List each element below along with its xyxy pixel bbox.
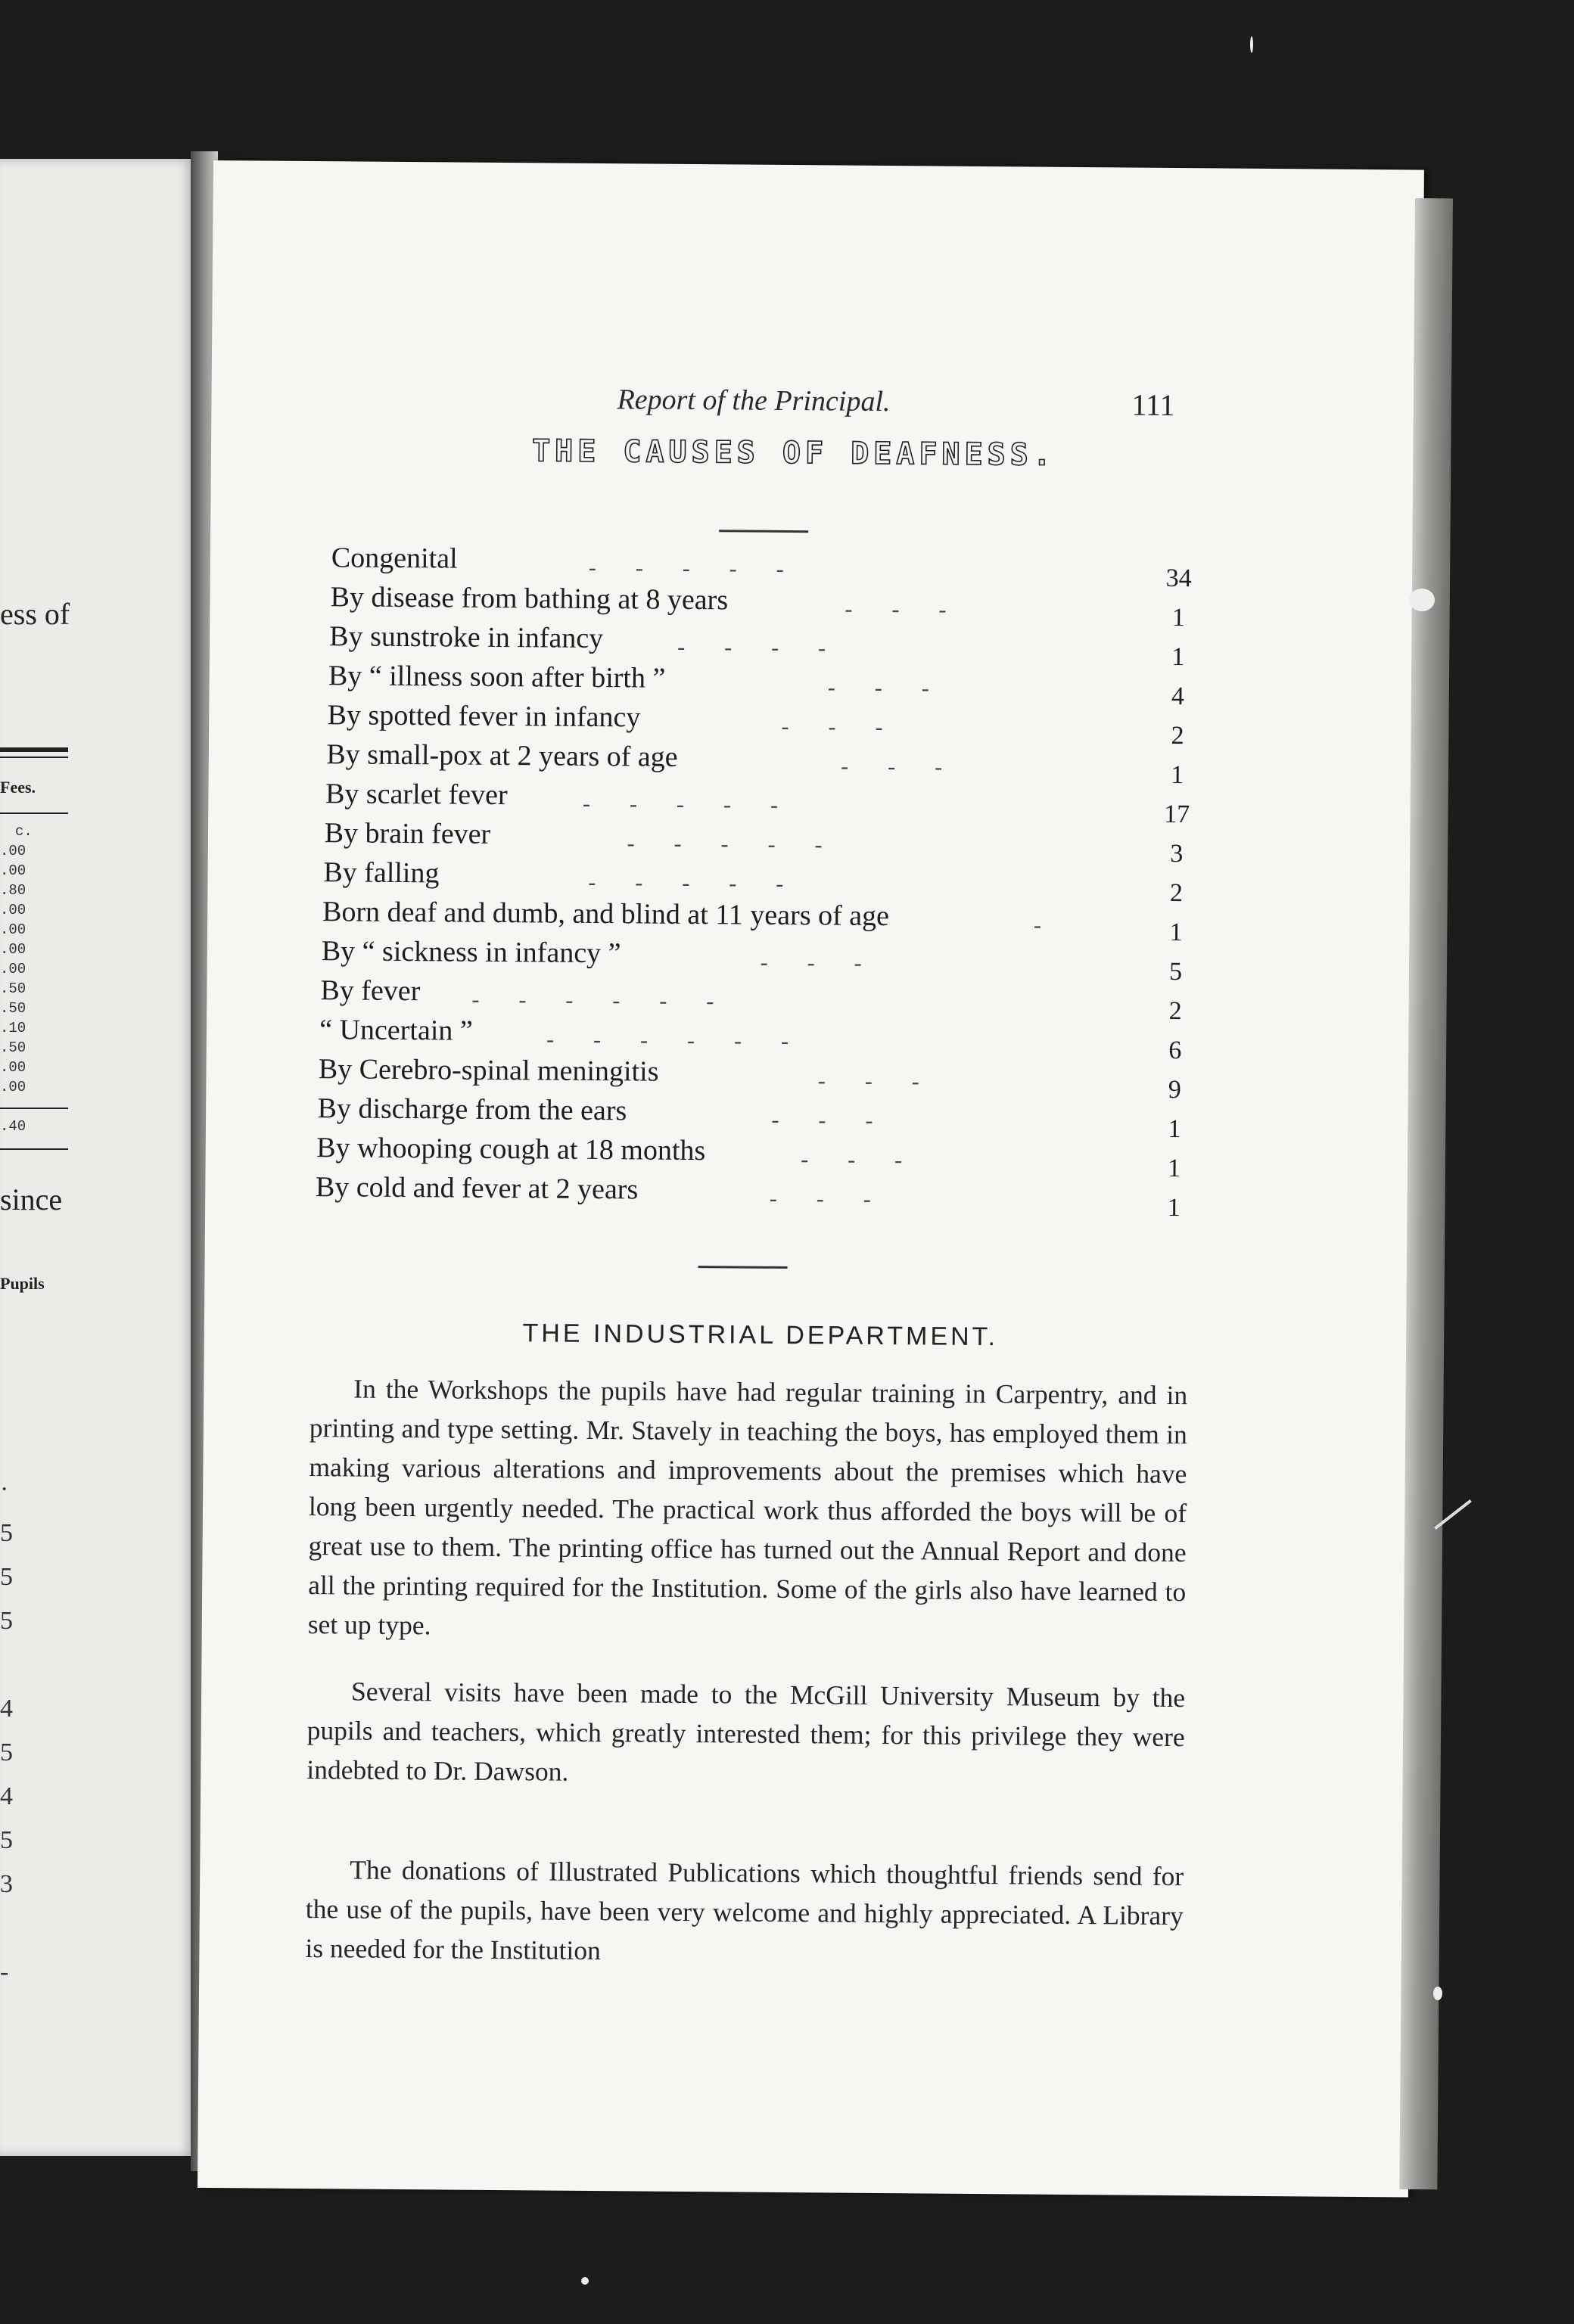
left-page-value: .50 bbox=[0, 980, 26, 997]
left-page-rule bbox=[0, 747, 68, 752]
film-speck bbox=[1409, 589, 1435, 611]
cause-row bbox=[316, 1131, 1197, 1183]
left-page-value: .00 bbox=[0, 843, 26, 859]
cause-row bbox=[320, 974, 1198, 1026]
cause-count: 34 bbox=[1165, 564, 1192, 593]
cause-count: 17 bbox=[1164, 800, 1190, 829]
cause-row bbox=[325, 777, 1200, 829]
cause-row bbox=[331, 541, 1202, 593]
cause-label: By disease from bathing at 8 years bbox=[330, 581, 729, 617]
divider-rule bbox=[719, 530, 808, 533]
leader-dots: --- bbox=[769, 1185, 910, 1213]
running-head: Report of the Principal. bbox=[617, 384, 891, 418]
left-page-text-fragment: since bbox=[0, 1182, 63, 1216]
leader-dots: --- bbox=[817, 1068, 959, 1095]
cause-label: By “ sickness in infancy ” bbox=[321, 935, 621, 970]
cause-count: 6 bbox=[1168, 1036, 1182, 1065]
cause-row bbox=[326, 738, 1200, 790]
cause-label: By cold and fever at 2 years bbox=[315, 1171, 639, 1206]
leader-dots: --- bbox=[781, 713, 922, 741]
section-heading: THE INDUSTRIAL DEPARTMENT. bbox=[522, 1319, 999, 1352]
cause-label: By small-pox at 2 years of age bbox=[326, 738, 678, 773]
leader-dots: ----- bbox=[588, 555, 823, 583]
left-page-value: .00 bbox=[0, 862, 26, 879]
cause-row bbox=[324, 816, 1199, 868]
page-title: THE CAUSES OF DEAFNESS. bbox=[531, 433, 1056, 473]
left-page-column-header: Fees. bbox=[0, 778, 36, 797]
cause-label: By brain fever bbox=[324, 817, 491, 850]
page-number: 111 bbox=[1131, 387, 1175, 422]
cause-row bbox=[315, 1170, 1197, 1223]
cause-row bbox=[328, 659, 1201, 711]
book-page bbox=[198, 160, 1424, 2197]
cause-count: 3 bbox=[1170, 839, 1184, 868]
causes-table bbox=[315, 541, 1202, 1223]
cause-row bbox=[327, 698, 1200, 750]
paragraph: In the Workshops the pupils have had regular training in Carpentry, and in printing and type setting. Mr. Stavely in teaching the boys, has employed them in making various alterations and improvements about the premises which have long been urgently needed. The practical work thus afforded the boys will be of great use to them. The printing office has turned out the Annual Report and done all the printing required for the Institution. Some of the girls also have learned to set up type. bbox=[307, 1373, 1188, 1641]
leader-dots: ------ bbox=[471, 986, 754, 1014]
leader-dots: --- bbox=[801, 1147, 942, 1173]
left-page-currency-unit: c. bbox=[15, 823, 33, 840]
cause-row bbox=[329, 620, 1201, 672]
left-page-value: .00 bbox=[0, 1059, 26, 1076]
cause-row bbox=[321, 934, 1199, 986]
left-page-value: .10 bbox=[0, 1020, 26, 1036]
film-speck bbox=[1250, 36, 1253, 53]
cause-label: “ Uncertain ” bbox=[319, 1014, 473, 1047]
leader-dots: --- bbox=[841, 753, 982, 780]
cause-row bbox=[319, 1013, 1198, 1065]
cause-count: 9 bbox=[1168, 1075, 1182, 1105]
left-page-rule bbox=[0, 757, 68, 758]
cause-label: Born deaf and dumb, and blind at 11 years of age bbox=[322, 896, 890, 933]
left-page-total: .40 bbox=[0, 1118, 26, 1135]
leader-dots: ----- bbox=[627, 831, 862, 858]
film-speck bbox=[1433, 1987, 1442, 2000]
cause-row bbox=[322, 895, 1199, 947]
left-page-value: .50 bbox=[0, 1000, 26, 1017]
left-page-value: .00 bbox=[0, 961, 26, 977]
divider-rule bbox=[698, 1266, 788, 1269]
cause-count: 1 bbox=[1169, 918, 1183, 947]
cause-count: 2 bbox=[1168, 996, 1182, 1026]
cause-count: 1 bbox=[1167, 1193, 1180, 1223]
left-page-rule bbox=[0, 1148, 68, 1150]
cause-label: By falling bbox=[323, 856, 440, 890]
leader-dots: --- bbox=[827, 675, 969, 701]
cause-count: 2 bbox=[1171, 721, 1184, 750]
left-page-value: .80 bbox=[0, 882, 26, 899]
cause-label: By sunstroke in infancy bbox=[329, 620, 604, 655]
leader-dots: ---- bbox=[677, 634, 866, 661]
cause-label: By whooping cough at 18 months bbox=[316, 1132, 706, 1167]
leader-dots: ----- bbox=[588, 869, 823, 897]
cause-count: 1 bbox=[1171, 603, 1185, 632]
cause-label: By Cerebro-spinal meningitis bbox=[318, 1053, 659, 1088]
cause-row bbox=[330, 580, 1201, 632]
cause-label: By fever bbox=[320, 974, 421, 1008]
left-page-value: .50 bbox=[0, 1039, 26, 1056]
cause-row bbox=[323, 856, 1199, 908]
leader-dots: --- bbox=[760, 949, 901, 977]
cause-count: 1 bbox=[1171, 642, 1185, 672]
leader-dots: --- bbox=[845, 596, 986, 623]
leader-dots: ----- bbox=[582, 791, 818, 819]
cause-label: By scarlet fever bbox=[325, 778, 508, 812]
left-page-rule bbox=[0, 1108, 68, 1109]
cause-label: By spotted fever in infancy bbox=[327, 699, 641, 734]
left-page-cropped-digits: · 5 5 5 4 5 4 5 3 - bbox=[0, 1475, 13, 1986]
left-page-column-header: Pupils bbox=[0, 1274, 45, 1293]
cause-count: 1 bbox=[1167, 1154, 1181, 1183]
leader-dots: - bbox=[1033, 912, 1081, 939]
left-page-value: .00 bbox=[0, 941, 26, 958]
cause-row bbox=[318, 1052, 1198, 1105]
film-speck bbox=[581, 2277, 589, 2285]
left-page-value: .00 bbox=[0, 1079, 26, 1095]
cause-count: 1 bbox=[1171, 760, 1184, 790]
leader-dots: --- bbox=[771, 1107, 913, 1134]
cause-count: 4 bbox=[1171, 682, 1185, 711]
cause-count: 1 bbox=[1168, 1114, 1181, 1144]
paragraph: Several visits have been made to the McGill University Museum by the pupils and teachers, which greatly interested them; for this privilege they were indebted to Dr. Dawson. bbox=[306, 1676, 1186, 1787]
cause-label: By “ illness soon after birth ” bbox=[328, 660, 666, 694]
cause-count: 2 bbox=[1169, 878, 1184, 908]
paragraph: The donations of Illustrated Publications which thoughtful friends send for the use of the pupils, have been very welcome and highly appreciated. A Library is needed for the Institution bbox=[305, 1854, 1184, 1966]
left-page-fragment bbox=[0, 159, 195, 2156]
left-page-text-fragment: ess of bbox=[0, 597, 70, 631]
leader-dots: ------ bbox=[546, 1027, 829, 1055]
left-page-fees-column bbox=[0, 822, 33, 1097]
cause-row bbox=[317, 1092, 1197, 1144]
cause-count: 5 bbox=[1168, 957, 1183, 986]
left-page-rule bbox=[0, 812, 68, 814]
cause-label: By discharge from the ears bbox=[317, 1092, 627, 1127]
left-page-value: .00 bbox=[0, 902, 26, 918]
cause-label: Congenital bbox=[331, 542, 458, 575]
left-page-values bbox=[0, 841, 33, 1097]
left-page-value: .00 bbox=[0, 921, 26, 938]
